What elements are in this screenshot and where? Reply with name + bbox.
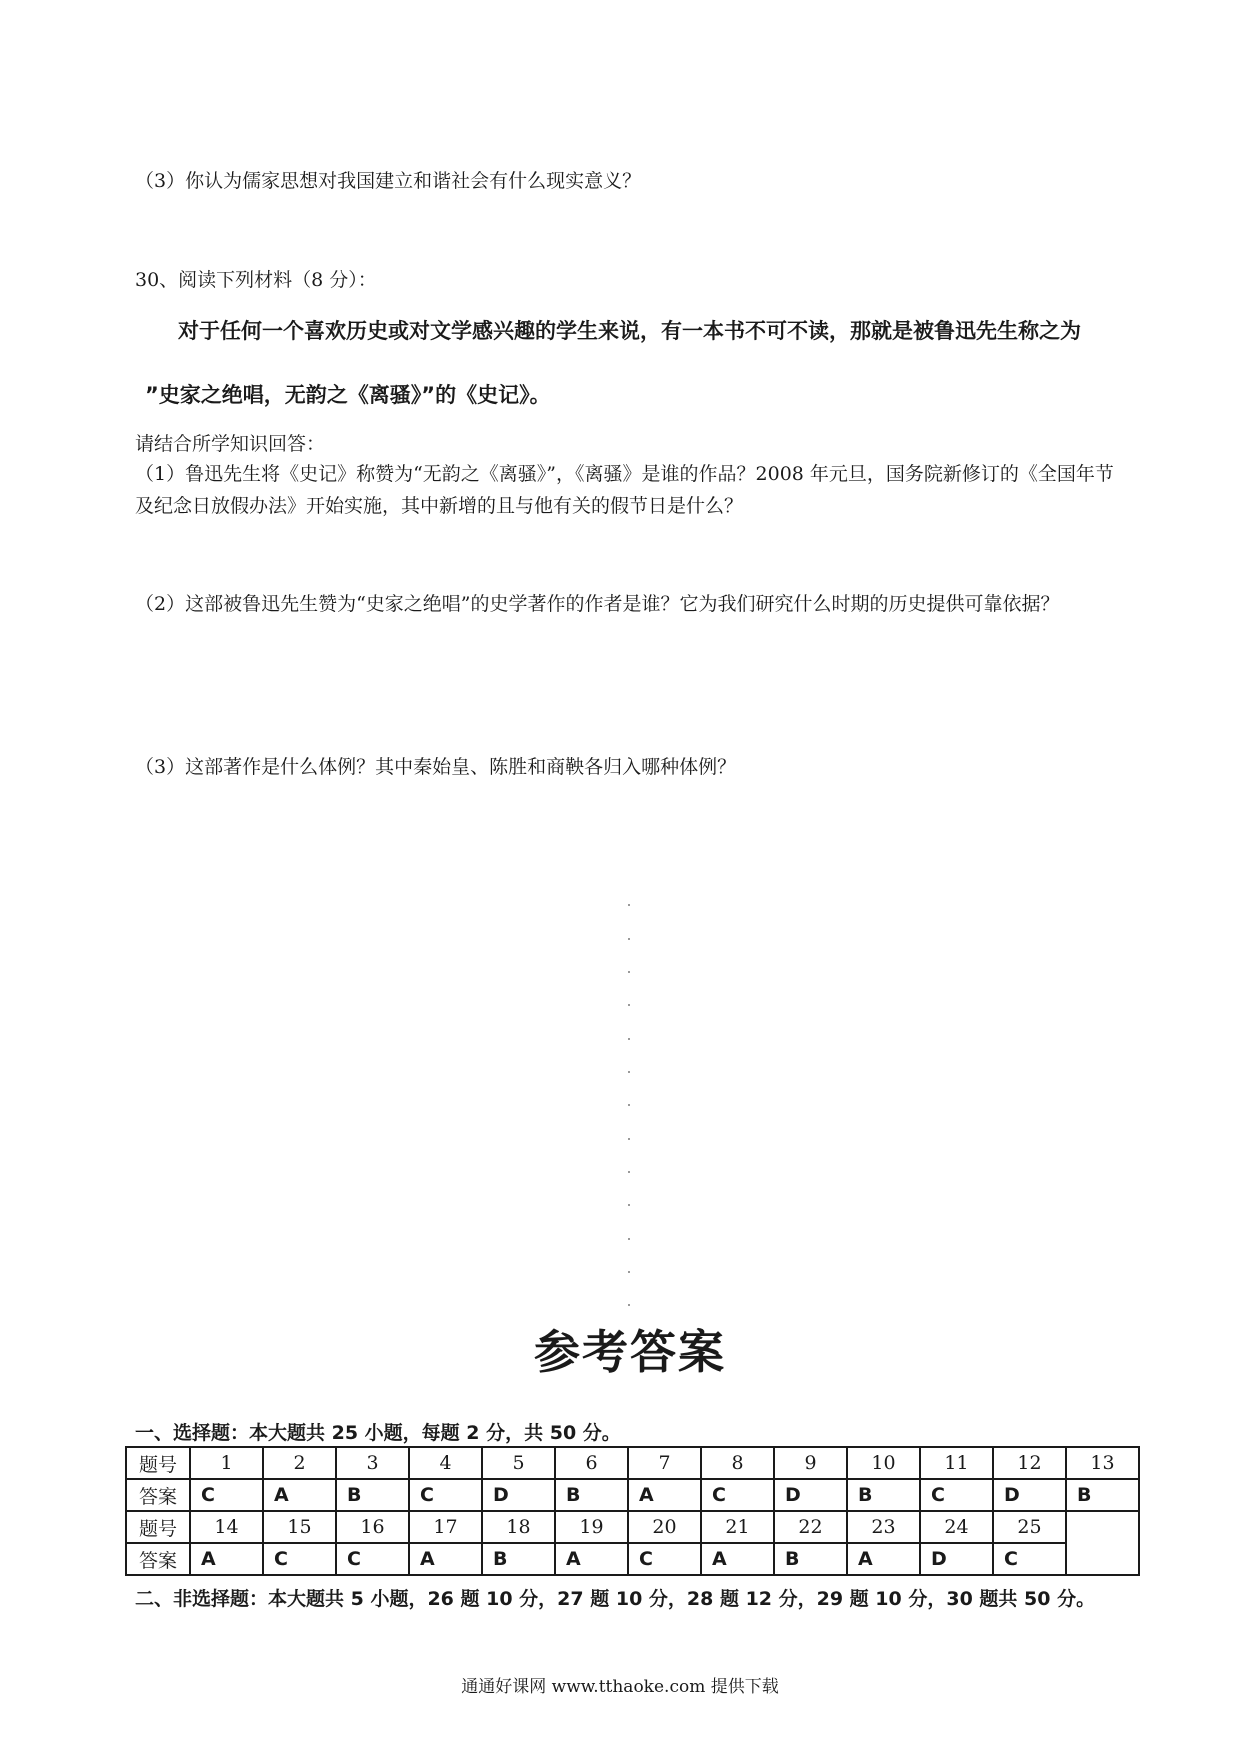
row-label-number: 题号: [126, 1511, 190, 1543]
question-number-cell: 20: [628, 1511, 701, 1543]
question-number-cell: 21: [701, 1511, 774, 1543]
answer-cell: A: [555, 1543, 628, 1575]
question-number-cell: 4: [409, 1447, 482, 1479]
answer-cell: C: [409, 1479, 482, 1511]
answer-table: [125, 1446, 1140, 1576]
question-30-prompt: 请结合所学知识回答：: [135, 433, 326, 455]
answer-cell: C: [701, 1479, 774, 1511]
answer-cell: A: [701, 1543, 774, 1575]
answer-cell: B: [555, 1479, 628, 1511]
answer-cell: C: [190, 1479, 263, 1511]
question-number-cell: 13: [1066, 1447, 1139, 1479]
question-number-cell: 25: [993, 1511, 1066, 1543]
question-number-cell: 6: [555, 1447, 628, 1479]
question-number-cell: 17: [409, 1511, 482, 1543]
answer-cell: B: [1066, 1479, 1139, 1511]
answer-cell: B: [482, 1543, 555, 1575]
question-number-cell: 1: [190, 1447, 263, 1479]
question-29-3: （3）你认为儒家思想对我国建立和谐社会有什么现实意义？: [135, 170, 642, 192]
question-30-title: 30、阅读下列材料（8 分）：: [135, 269, 377, 291]
answer-key-title: 参考答案: [534, 1325, 726, 1379]
answer-cell: C: [628, 1543, 701, 1575]
question-number-cell: 19: [555, 1511, 628, 1543]
question-number-cell: 11: [920, 1447, 993, 1479]
answer-cell: D: [774, 1479, 847, 1511]
question-number-cell: 3: [336, 1447, 409, 1479]
question-30-1: （1）鲁迅先生将《史记》称赞为“无韵之《离骚》”，《离骚》是谁的作品？2008 年元旦，国务院新修订的《全国年节及纪念日放假办法》开始实施，其中新增的且与他有关的假节日是什么？: [135, 463, 1114, 517]
row-label-answer: 答案: [126, 1543, 190, 1575]
empty-cell: [1066, 1511, 1139, 1575]
answer-cell: C: [263, 1543, 336, 1575]
question-number-cell: 8: [701, 1447, 774, 1479]
answer-cell: B: [847, 1479, 920, 1511]
question-number-cell: 14: [190, 1511, 263, 1543]
question-30-3: （3）这部著作是什么体例？其中秦始皇、陈胜和商鞅各归入哪种体例？: [135, 756, 737, 778]
question-number-cell: 7: [628, 1447, 701, 1479]
table-row-numbers-1: [126, 1447, 1139, 1479]
table-row-numbers-2: [126, 1511, 1139, 1543]
question-number-cell: 23: [847, 1511, 920, 1543]
answer-cell: A: [628, 1479, 701, 1511]
answer-cell: B: [336, 1479, 409, 1511]
row-label-answer: 答案: [126, 1479, 190, 1511]
question-number-cell: 12: [993, 1447, 1066, 1479]
answer-cell: D: [482, 1479, 555, 1511]
answer-cell: D: [993, 1479, 1066, 1511]
table-row-answers-2: [126, 1543, 1139, 1575]
question-number-cell: 22: [774, 1511, 847, 1543]
answer-cell: D: [920, 1543, 993, 1575]
footer-credit: 通通好课网 www.tthaoke.com 提供下载: [461, 1677, 779, 1697]
answer-cell: C: [920, 1479, 993, 1511]
answer-cell: A: [190, 1543, 263, 1575]
question-number-cell: 16: [336, 1511, 409, 1543]
question-30-material-line-1: 对于任何一个喜欢历史或对文学感兴趣的学生来说，有一本书不可不读，那就是被鲁迅先生称之为: [178, 319, 1081, 343]
answer-cell: A: [847, 1543, 920, 1575]
answer-cell: C: [336, 1543, 409, 1575]
table-row-answers-1: [126, 1479, 1139, 1511]
row-label-number: 题号: [126, 1447, 190, 1479]
question-number-cell: 18: [482, 1511, 555, 1543]
question-number-cell: 24: [920, 1511, 993, 1543]
question-30-material-line-2: ”史家之绝唱，无韵之《离骚》”的《史记》。: [145, 383, 551, 407]
section-2-heading: 二、非选择题：本大题共 5 小题，26 题 10 分，27 题 10 分，28 题 12 分，29 题 10 分，30 题共 50 分。: [135, 1588, 1096, 1610]
answer-cell: B: [774, 1543, 847, 1575]
question-number-cell: 2: [263, 1447, 336, 1479]
answer-cell: C: [993, 1543, 1066, 1575]
question-number-cell: 9: [774, 1447, 847, 1479]
section-1-heading: 一、选择题：本大题共 25 小题，每题 2 分，共 50 分。: [135, 1422, 621, 1444]
question-number-cell: 5: [482, 1447, 555, 1479]
question-number-cell: 15: [263, 1511, 336, 1543]
question-30-2: （2）这部被鲁迅先生赞为“史家之绝唱”的史学著作的作者是谁？它为我们研究什么时期的历史提供可靠依据？: [135, 593, 1060, 615]
question-number-cell: 10: [847, 1447, 920, 1479]
answer-cell: A: [263, 1479, 336, 1511]
answer-cell: A: [409, 1543, 482, 1575]
